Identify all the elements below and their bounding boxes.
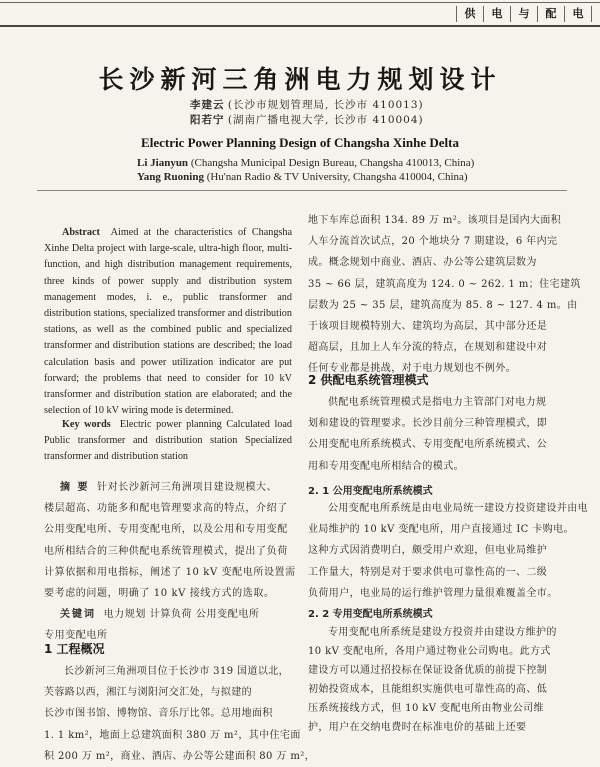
body-line: 供配电系统管理模式是指电力主管部门对电力规 bbox=[328, 397, 547, 408]
body-line: 公用变配电所系统模式、专用变配电所系统模式、公 bbox=[308, 439, 548, 451]
body-line: 负荷用户，电业局的运行维护管理力量很难覆盖全市。 bbox=[308, 587, 558, 599]
body-line: 初始投资成本，且能组织实施供电可靠性高的高、低 bbox=[308, 684, 548, 695]
section-2-body bbox=[308, 392, 547, 477]
section-1-continued bbox=[308, 210, 581, 380]
author-affiliation: (长沙市规划管理局, 长沙市 410013) bbox=[227, 99, 424, 111]
subsection-2-1-body bbox=[308, 498, 588, 604]
body-line: 用和专用变配电所相结合的模式。 bbox=[308, 460, 464, 472]
body-line: 建设方可以通过招投标在保证设备优质的前提下控制 bbox=[308, 665, 548, 676]
author-affiliation: (湖南广播电视大学, 长沙市 410004) bbox=[227, 114, 424, 126]
author-cn-1 bbox=[190, 98, 424, 113]
abstract-english bbox=[44, 225, 292, 419]
body-line: 积 200 万 m²，商业、酒店、办公等公建面积 80 万 m²， bbox=[44, 750, 316, 762]
header-char: 配 bbox=[537, 6, 564, 22]
header-char: 电 bbox=[564, 6, 592, 22]
keywords-english bbox=[44, 417, 292, 466]
abstract-line: 计算依据和用电指标，阐述了 10 kV 变配电所设置需 bbox=[44, 566, 296, 578]
author-affiliation: (Changsha Municipal Design Bureau, Changsha 410013, China) bbox=[190, 157, 475, 169]
abstract-line: 公用变配电所、专用变配电所，以及公用和专用变配 bbox=[44, 524, 288, 536]
abstract-text: Aimed at the characteristics of Changsha Xinhe Delta project with large-scale, ultra-high floor, multi-function, and high distribution management requirements, three kinds of power supply and distribution system management modes, i. e., public transformer and distribution stations, specialized transformer and distribution stations, as well as the combined public and specialized transformer and distribution stations are described; the load calculation basis and power utilization indicator are put forward; the problems that need to consider for 10 kV transformer and distribution station are elaborated; and the selection of 10 kV wiring mode is determined. bbox=[44, 227, 292, 417]
body-line: 任何专业都是挑战，对于电力规划也不例外。 bbox=[308, 363, 516, 375]
body-line: 这种方式因消费明白，颇受用户欢迎，但电业局维护 bbox=[308, 545, 548, 557]
journal-column-label bbox=[456, 4, 592, 23]
body-line: 压系统接线方式，但 10 kV 变配电所由物业公司维 bbox=[308, 703, 544, 714]
subsection-heading-2-2: 2. 2 专用变配电所系统模式 bbox=[308, 609, 433, 620]
author-en-1 bbox=[137, 156, 474, 170]
keywords-label: Key words bbox=[62, 419, 111, 430]
body-line: 业局维护的 10 kV 变配电所，用户直接通过 IC 卡购电。 bbox=[308, 524, 574, 536]
abstract-line: 楼层超高、功能多和配电管理要求高的特点，介绍了 bbox=[44, 503, 288, 515]
body-line: 长沙新河三角洲项目位于长沙市 319 国道以北， bbox=[64, 666, 290, 677]
section-heading-1: 1 工程概况 bbox=[44, 642, 105, 656]
author-name: 李建云 bbox=[190, 99, 225, 111]
body-line: 长沙市图书馆、博物馆、音乐厅比邻。总用地面积 bbox=[44, 708, 273, 720]
paper-title: 长沙新河三角洲电力规划设计 bbox=[98, 65, 502, 94]
body-line: 护，用户在交纳电费时在标准电价的基础上还要 bbox=[308, 722, 527, 733]
header-rule-bottom bbox=[0, 25, 600, 27]
author-name: Yang Ruoning bbox=[137, 171, 204, 183]
body-line: 地下车库总面积 134. 89 万 m²。该项目是国内大面积 bbox=[308, 215, 562, 226]
header-char: 电 bbox=[483, 6, 510, 22]
paper-title-english: Electric Power Planning Design of Changsha Xinhe Delta bbox=[141, 135, 459, 150]
body-line: 人车分流首次试点，20 个地块分 7 期建设，6 年内完 bbox=[308, 236, 558, 248]
abstract-line: 摘 要 针对长沙新河三角洲项目建设规模大、 bbox=[60, 482, 278, 493]
header-rule-top bbox=[0, 2, 600, 3]
section-1-body bbox=[44, 661, 315, 767]
body-line: 成。概念规划中商业、酒店、办公等公建筑层数为 bbox=[308, 257, 537, 269]
body-line: 1. 1 km²，地面上总建筑面积 380 万 m²，其中住宅面 bbox=[44, 729, 301, 741]
keywords-text: Electric power planning Calculated load Public transformer and distribution station Specialized transformer and distribution station bbox=[44, 419, 293, 463]
abstract-line: 电所相结合的三种供配电系统管理模式，提出了负荷 bbox=[44, 545, 288, 557]
body-line: 35 ~ 66 层，建筑高度为 124. 0 ~ 262. 1 m；住宅建筑 bbox=[308, 278, 581, 290]
keywords-label: 关键词 bbox=[60, 609, 96, 621]
body-line: 层数为 25 ~ 35 层，建筑高度为 85. 8 ~ 127. 4 m。由 bbox=[308, 299, 578, 311]
body-line: 划和建设的管理要求。长沙目前分三种管理模式，即 bbox=[308, 418, 548, 430]
author-name: 阳若宁 bbox=[190, 114, 225, 126]
abstract-label: 摘 要 bbox=[60, 482, 90, 493]
body-line: 公用变配电所系统是由电业局统一建设方投资建设并由电 bbox=[328, 503, 588, 514]
abstract-label: Abstract bbox=[62, 227, 100, 238]
header-char: 与 bbox=[510, 6, 537, 22]
header-char: 供 bbox=[456, 6, 483, 22]
keywords-line: 专用变配电所 bbox=[44, 630, 108, 642]
body-line: 10 kV 变配电所，各用户通过物业公司购电。此方式 bbox=[308, 646, 551, 657]
author-affiliation: (Hu'nan Radio & TV University, Changsha 410004, China) bbox=[206, 171, 468, 183]
author-name: Li Jianyun bbox=[137, 157, 189, 169]
body-line: 于该项目规模特别大、建筑均为高层，其中部分还是 bbox=[308, 320, 548, 332]
body-line: 专用变配电所系统是建设方投资并由建设方维护的 bbox=[328, 627, 557, 638]
keywords-line: 关键词 电力规划 计算负荷 公用变配电所 bbox=[60, 609, 260, 621]
subsection-2-2-body bbox=[308, 622, 557, 736]
author-cn-2 bbox=[190, 113, 424, 128]
body-line: 工作量大，特别是对于要求供电可靠性高的一、二级 bbox=[308, 566, 548, 578]
body-line: 超高层，且加上人车分流的特点，在规划和建设中对 bbox=[308, 342, 548, 354]
subsection-heading-2-1: 2. 1 公用变配电所系统模式 bbox=[308, 486, 433, 497]
section-heading-2: 2 供配电系统管理模式 bbox=[308, 373, 429, 387]
author-en-2 bbox=[137, 170, 468, 184]
body-line: 芙蓉路以西，湘江与浏阳河交汇处，与拟建的 bbox=[44, 687, 252, 699]
title-divider bbox=[37, 190, 567, 191]
abstract-line: 要考虑的问题，明确了 10 kV 接线方式的选取。 bbox=[44, 587, 275, 599]
abstract-chinese bbox=[44, 478, 296, 648]
